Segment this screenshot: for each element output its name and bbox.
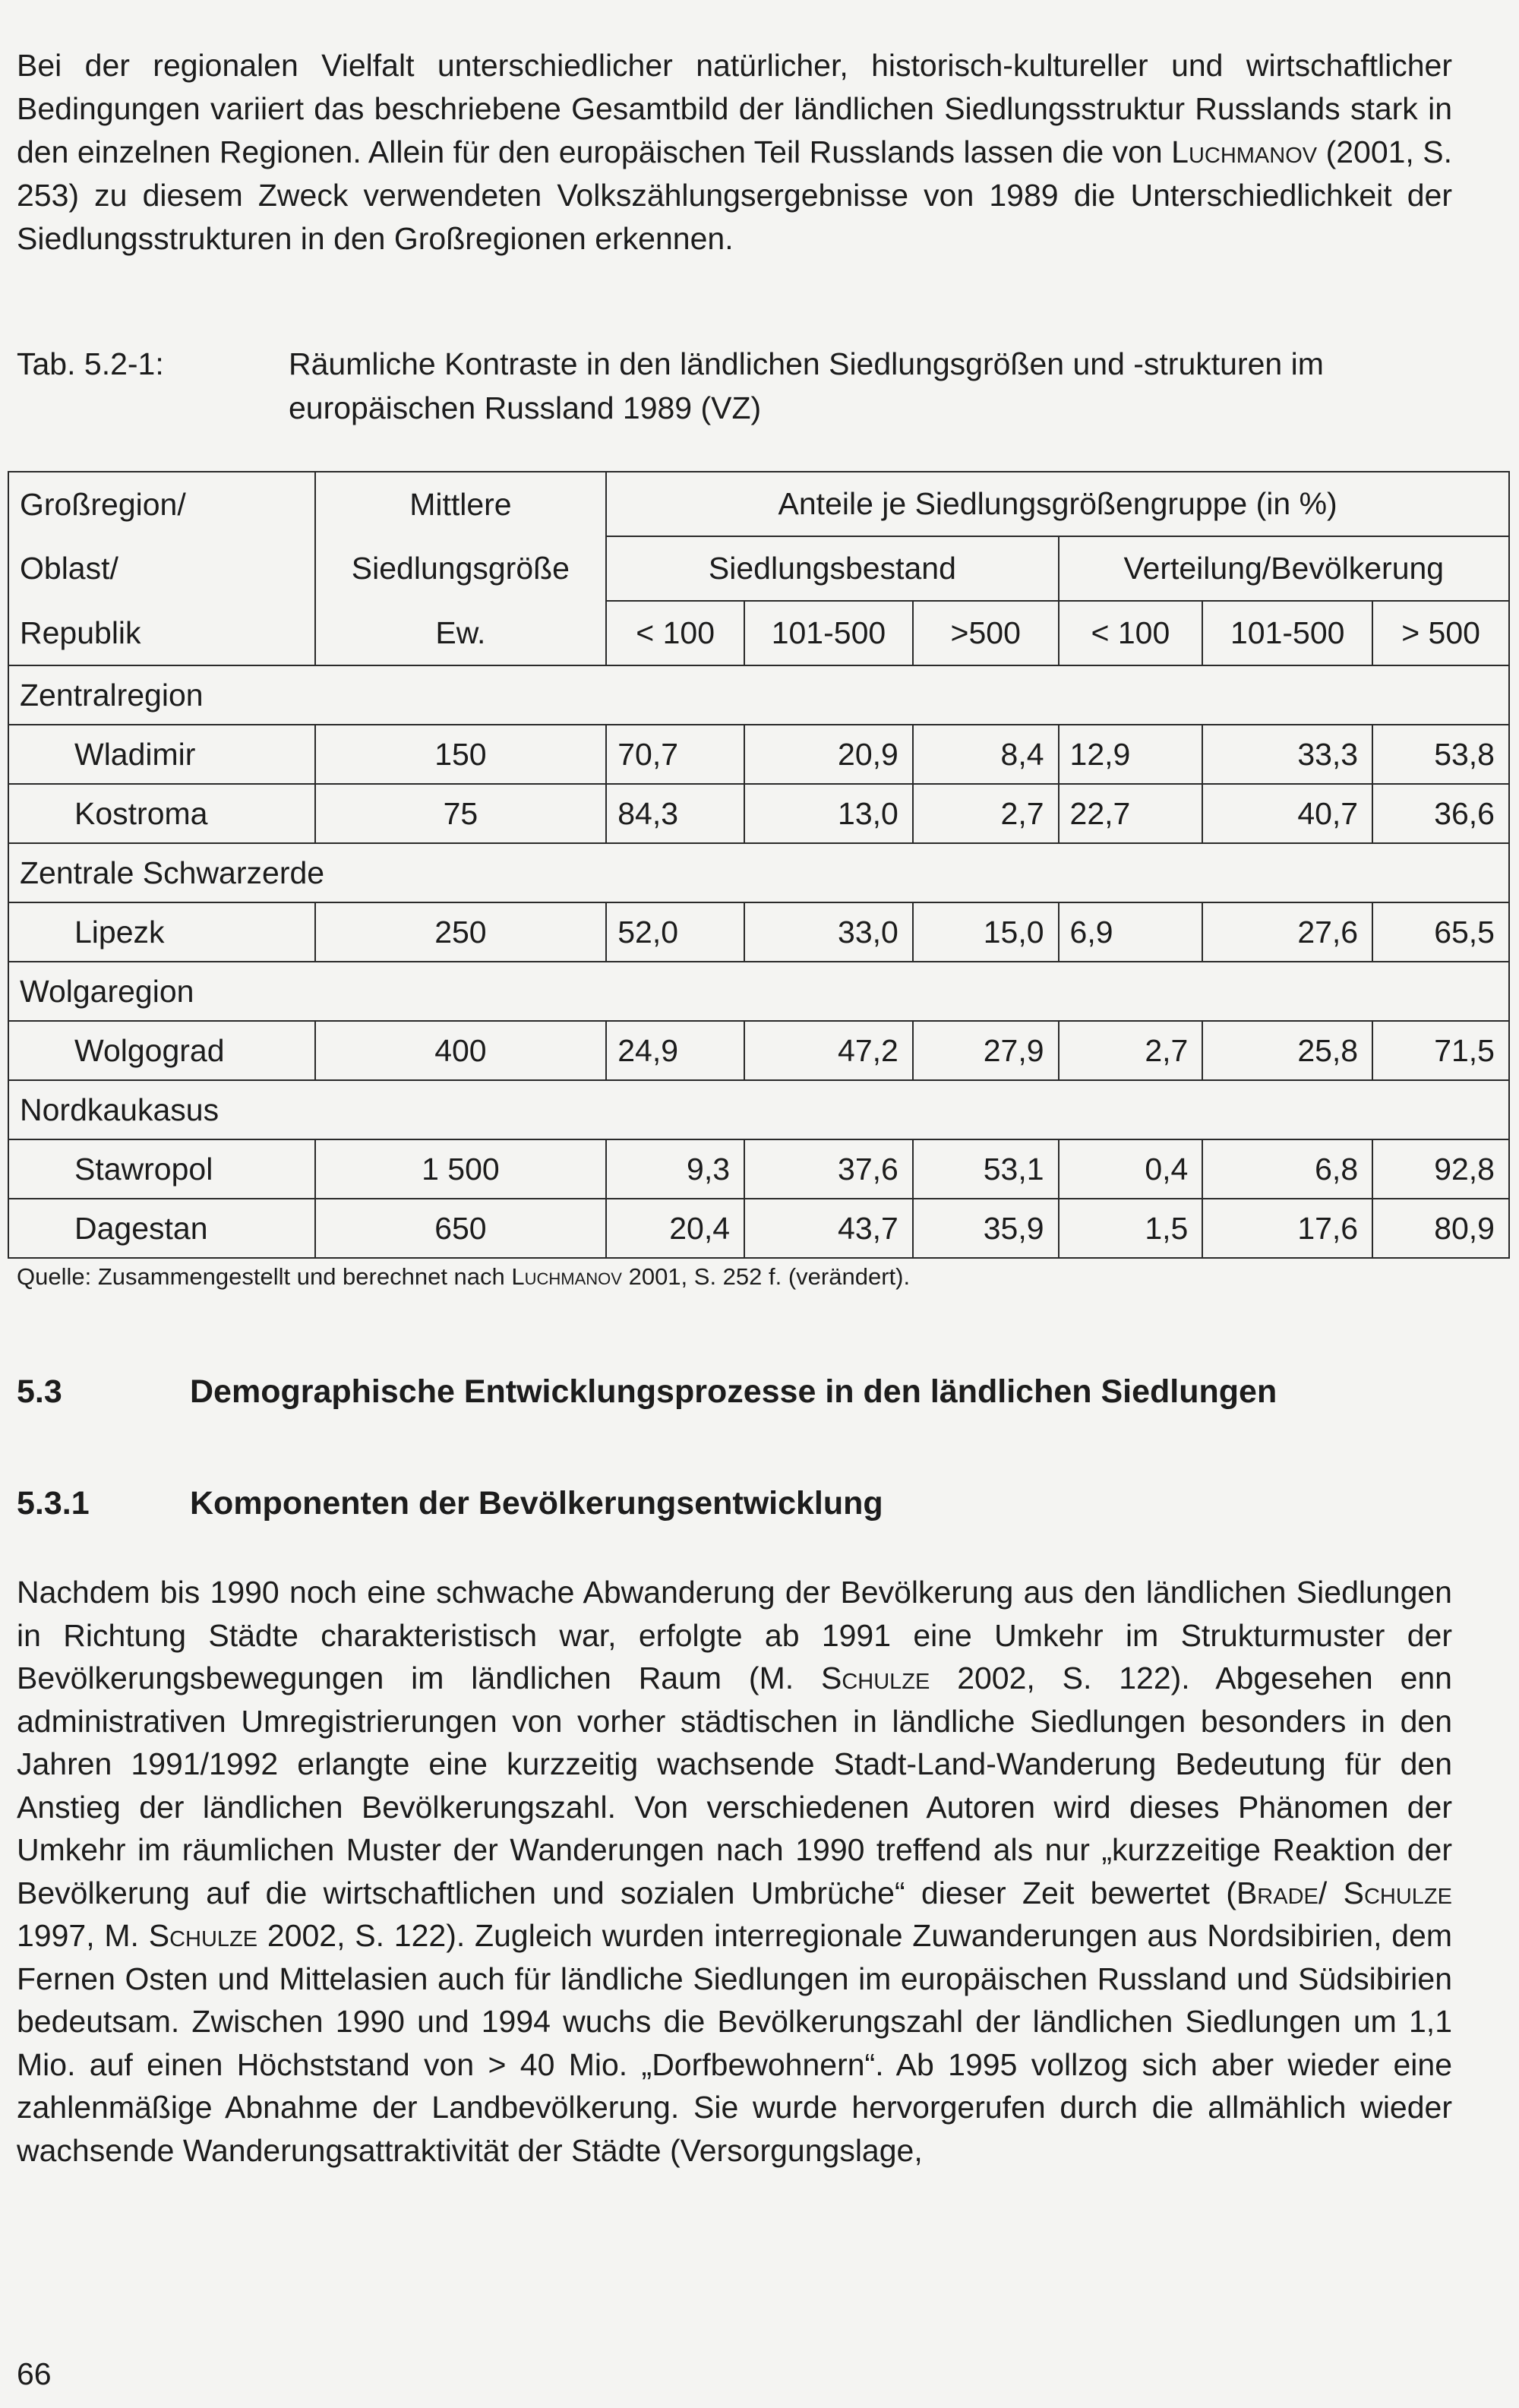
share-value: 71,5 [1372, 1021, 1509, 1080]
table-source-note [17, 1263, 910, 1291]
header-settlement-stock: Siedlungsbestand [606, 536, 1058, 601]
share-value: 25,8 [1202, 1021, 1372, 1080]
share-value: 12,9 [1059, 725, 1203, 784]
table-caption-label: Tab. 5.2-1: [17, 346, 164, 381]
header-range: >500 [913, 601, 1059, 665]
share-value: 70,7 [606, 725, 744, 784]
source-text-a: Quelle: Zusammengestellt und berechnet nach [17, 1263, 512, 1290]
table-row [8, 784, 1509, 843]
para2-author: Brade [1236, 1875, 1318, 1910]
source-text-b: 2001, S. 252 f. (verändert). [621, 1263, 911, 1290]
share-value: 24,9 [606, 1021, 744, 1080]
header-range: 101-500 [1202, 601, 1372, 665]
header-size-line-2: Siedlungsgröße [315, 536, 607, 601]
share-value: 6,9 [1059, 902, 1203, 962]
settlement-size: 250 [315, 902, 607, 962]
share-value: 52,0 [606, 902, 744, 962]
share-value: 2,7 [1059, 1021, 1203, 1080]
para2-text: / [1318, 1875, 1344, 1910]
para1-author: Luchmanov [1171, 134, 1318, 169]
table-region-row [8, 1080, 1509, 1139]
share-value: 20,4 [606, 1199, 744, 1258]
oblast-name: Wladimir [8, 725, 315, 784]
share-value: 9,3 [606, 1139, 744, 1199]
source-author: Luchmanov [511, 1263, 622, 1290]
share-value: 92,8 [1372, 1139, 1509, 1199]
header-group-shares: Anteile je Siedlungsgrößengruppe (in %) [606, 472, 1509, 536]
header-size-line-3: Ew. [315, 601, 607, 665]
share-value: 53,1 [913, 1139, 1059, 1199]
share-value: 17,6 [1202, 1199, 1372, 1258]
share-value: 2,7 [913, 784, 1059, 843]
header-region-line-2: Oblast/ [8, 536, 315, 601]
settlement-size: 400 [315, 1021, 607, 1080]
table-header-row-1 [8, 472, 1509, 536]
body-paragraph [17, 1571, 1452, 2172]
share-value: 36,6 [1372, 784, 1509, 843]
header-region-line-1: Großregion/ [8, 472, 315, 536]
table-row [8, 1139, 1509, 1199]
share-value: 27,9 [913, 1021, 1059, 1080]
table-row [8, 1199, 1509, 1258]
share-value: 13,0 [744, 784, 913, 843]
share-value: 20,9 [744, 725, 913, 784]
para2-text: 2002, S. 122). Zugleich wurden interregionale Zuwanderungen aus Nordsibirien, dem Fernen Osten und Mittelasien auch für ländliche Siedlungen im europäischen Russland und Südsibirien bedeutsam. Zwischen 1990 und 1994 wuchs die Bevölkerungszahl der ländlichen Siedlungen um 1,1 Mio. auf einen Höchststand von > 40 Mio. „Dorfbewohnern“. Ab 1995 vollzog sich aber wieder eine zahlenmäßige Abnahme der Landbevölkerung. Sie wurde hervorgerufen durch die allmählich wieder wachsende Wanderungsattraktivität der Städte (Versorgungslage, [17, 1918, 1453, 2168]
para2-text: 2002, S. 122). Abgesehen enn administrativen Umregistrierungen von vorher städtischen in ländliche Siedlungen besonders in den Jahren 1991/1992 erlangte eine kurzzeitig wachsende Stadt-Land-Wanderung Bedeutung für den Anstieg der ländlichen Bevölkerungszahl. Von verschiedenen Autoren wird dieses Phänomen der Umkehr im räumlichen Muster der Wanderungen nach 1990 treffend als nur „kurzzeitige Reaktion der Bevölkerung auf die wirtschaftlichen und sozialen Umbrüche“ dieser Zeit bewertet ( [17, 1661, 1452, 1910]
para1-text-b: (2001, S. 253) zu diesem Zweck verwendeten Volkszählungsergebnisse von 1989 die Unterschiedlichkeit der Siedlungsstrukturen in den Großregionen erkennen. [17, 134, 1452, 256]
region-name: Wolgaregion [8, 962, 1509, 1021]
subsection-number: 5.3.1 [17, 1485, 90, 1522]
share-value: 43,7 [744, 1199, 913, 1258]
oblast-name: Lipezk [8, 902, 315, 962]
share-value: 40,7 [1202, 784, 1372, 843]
table-row [8, 902, 1509, 962]
share-value: 47,2 [744, 1021, 913, 1080]
section-number: 5.3 [17, 1373, 62, 1410]
share-value: 27,6 [1202, 902, 1372, 962]
intro-paragraph [17, 44, 1452, 261]
table-region-row [8, 962, 1509, 1021]
para2-text: 1997, M. [17, 1918, 149, 1953]
table-region-row [8, 665, 1509, 725]
oblast-name: Wolgograd [8, 1021, 315, 1080]
share-value: 65,5 [1372, 902, 1509, 962]
share-value: 80,9 [1372, 1199, 1509, 1258]
header-population-distribution: Verteilung/Bevölkerung [1059, 536, 1509, 601]
share-value: 37,6 [744, 1139, 913, 1199]
settlement-size: 1 500 [315, 1139, 607, 1199]
table-header-row-2 [8, 536, 1509, 601]
settlement-size: 150 [315, 725, 607, 784]
settlement-size: 650 [315, 1199, 607, 1258]
header-range: 101-500 [744, 601, 913, 665]
table-row [8, 725, 1509, 784]
share-value: 53,8 [1372, 725, 1509, 784]
para2-author: Schulze [820, 1661, 930, 1695]
share-value: 6,8 [1202, 1139, 1372, 1199]
share-value: 1,5 [1059, 1199, 1203, 1258]
table-row [8, 1021, 1509, 1080]
para2-text: Nachdem bis 1990 noch eine schwache Abwanderung der Bevölkerung aus den ländlichen Siedlungen in Richtung Städte charakteristisch war, erfolgte ab 1991 eine Umkehr im Strukturmuster der Bevölkerungsbewegungen im ländlichen Raum (M. [17, 1575, 1452, 1695]
share-value: 15,0 [913, 902, 1059, 962]
share-value: 33,3 [1202, 725, 1372, 784]
header-range: < 100 [1059, 601, 1203, 665]
settlement-size: 75 [315, 784, 607, 843]
share-value: 22,7 [1059, 784, 1203, 843]
oblast-name: Stawropol [8, 1139, 315, 1199]
region-name: Nordkaukasus [8, 1080, 1509, 1139]
section-title: Demographische Entwicklungsprozesse in den ländlichen Siedlungen [190, 1373, 1277, 1410]
page-number: 66 [17, 2356, 52, 2391]
header-range: > 500 [1372, 601, 1509, 665]
share-value: 84,3 [606, 784, 744, 843]
region-name: Zentralregion [8, 665, 1509, 725]
header-size-line-1: Mittlere [315, 472, 607, 536]
table-region-row [8, 843, 1509, 902]
share-value: 35,9 [913, 1199, 1059, 1258]
header-range: < 100 [606, 601, 744, 665]
region-name: Zentrale Schwarzerde [8, 843, 1509, 902]
table-header-row-3 [8, 601, 1509, 665]
settlement-table [8, 471, 1510, 1259]
para2-author: Schulze [148, 1918, 258, 1953]
subsection-title: Komponenten der Bevölkerungsentwicklung [190, 1485, 883, 1522]
share-value: 8,4 [913, 725, 1059, 784]
oblast-name: Dagestan [8, 1199, 315, 1258]
para2-author: Schulze [1343, 1875, 1452, 1910]
table-caption-text: Räumliche Kontraste in den ländlichen Siedlungsgrößen und -strukturen im europäischen Russland 1989 (VZ) [289, 346, 1324, 425]
para1-text-a: Bei der regionalen Vielfalt unterschiedlicher natürlicher, historisch-kultureller und wirtschaftlicher Bedingungen variiert das beschriebene Gesamtbild der ländlichen Siedlungsstruktur Russlands stark in den einzelnen Regionen. Allein für den europäischen Teil Russlands lassen die von [17, 48, 1452, 169]
header-region-line-3: Republik [8, 601, 315, 665]
share-value: 33,0 [744, 902, 913, 962]
share-value: 0,4 [1059, 1139, 1203, 1199]
oblast-name: Kostroma [8, 784, 315, 843]
